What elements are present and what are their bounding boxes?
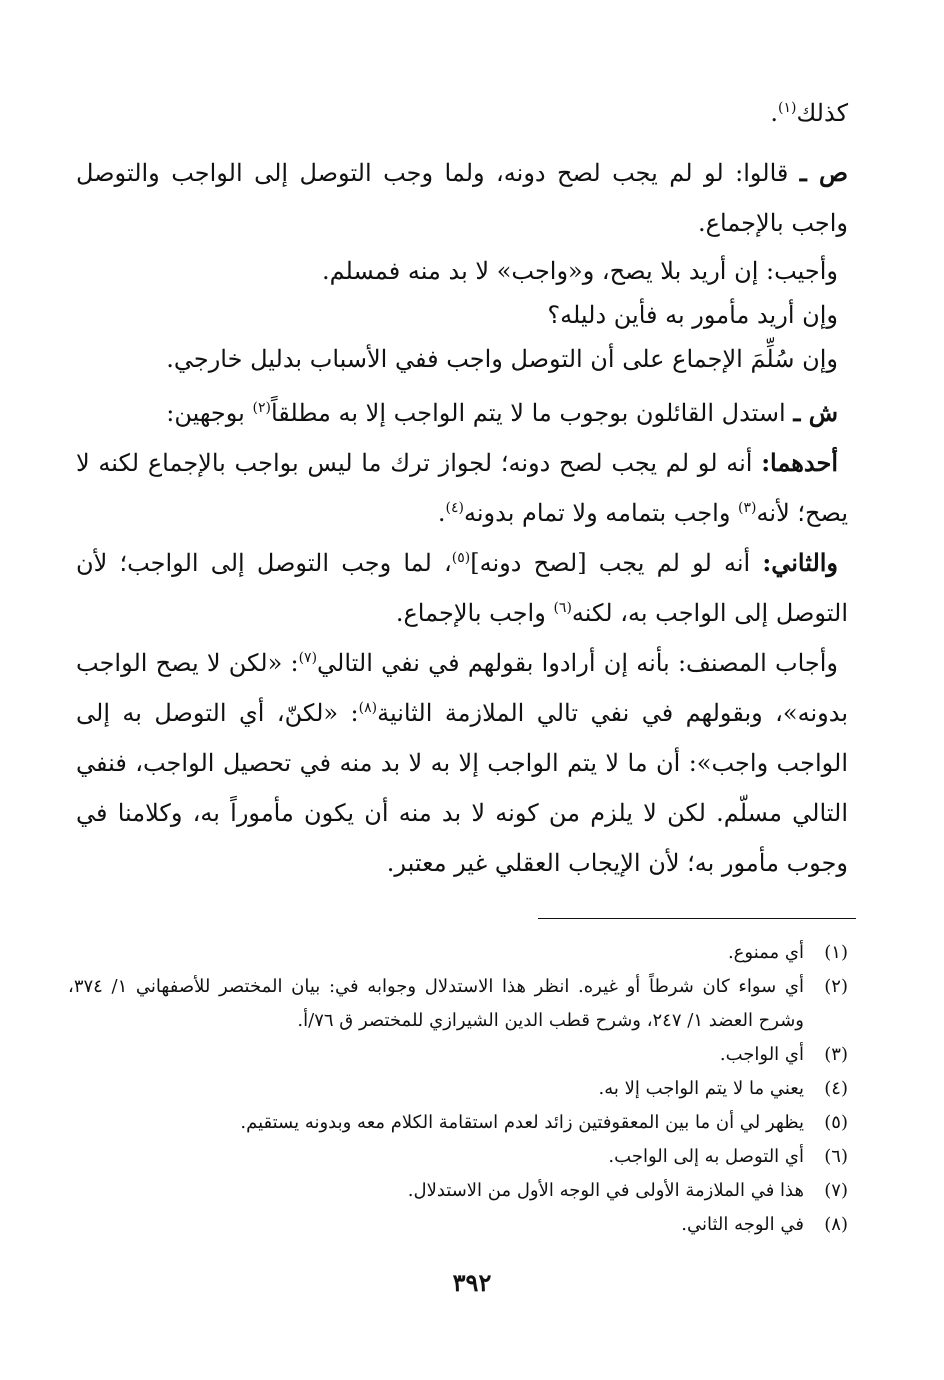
footnote-ref-7: (٧) [298, 650, 318, 666]
footnote-item [68, 1072, 848, 1106]
footnote-ref-4: (٤) [445, 500, 464, 516]
paragraph-author-reply [76, 638, 848, 888]
footnote-number: (٧) [824, 1180, 848, 1201]
shin-label: ش ـ [793, 398, 838, 427]
sad-label: ص ـ [799, 158, 848, 187]
sad-text: قالوا: لو لم يجب لصح دونه، ولما وجب التوصل إلى الواجب والتوصل واجب بالإجماع. [76, 159, 848, 237]
page-number: ٣٩٢ [452, 1268, 492, 1297]
footnote-item [68, 1174, 848, 1208]
paragraph-first [76, 438, 848, 538]
footnote-text: أي الواجب. [719, 1044, 804, 1065]
footnote-ref-8: (٨) [358, 700, 378, 716]
shin-text-a: استدل القائلون بوجوب ما لا يتم الواجب إلا به مطلقاً [270, 399, 794, 427]
footnotes-list [68, 936, 848, 1242]
footnote-item [68, 970, 848, 1038]
author-text-a: وأجاب المصنف: بأنه إن أرادوا بقولهم في نفي التالي [317, 649, 838, 677]
first-text-b: واجب بتمامه ولا تمام بدونه [463, 499, 739, 527]
footnote-item [68, 1140, 848, 1174]
reply-line-2: وإن أريد مأمور به فأين دليله؟ [547, 301, 838, 329]
footnote-number: (٨) [824, 1214, 848, 1235]
paragraph-sad [76, 148, 848, 248]
shin-text-b: بوجهين: [166, 399, 253, 427]
opening-line [76, 88, 848, 138]
footnote-text: هذا في الملازمة الأولى في الوجه الأول من الاستدلال. [407, 1180, 804, 1201]
reply-line-3: وإن سُلِّمَ الإجماع على أن التوصل واجب ففي الأسباب بدليل خارجي. [166, 345, 838, 373]
footnote-text: أي سواء كان شرطاً أو غيره. انظر هذا الاستدلال وجوابه في: بيان المختصر للأصفهاني ١/ ٣٧٤، وشرح العضد ١/ ٢٤٧، وشرح قطب الدين الشيرازي للمختصر ق ٧٦/أ. [68, 976, 805, 1031]
footnote-separator [538, 918, 856, 919]
footnote-text: أي ممنوع. [727, 942, 804, 963]
footnote-number: (٦) [824, 1146, 848, 1167]
footnote-item [68, 1106, 848, 1140]
first-text-c: . [437, 499, 446, 527]
first-label: أحدهما: [761, 448, 838, 477]
footnote-text: أي التوصل به إلى الواجب. [608, 1146, 804, 1167]
footnote-item [68, 1208, 848, 1242]
author-text-b: : «لكن لا يصح الواجب بدونه»، وبقولهم في نفي تالي الملازمة الثانية [76, 649, 849, 727]
footnote-item [68, 936, 848, 970]
reply-line-1: وأجيب: إن أريد بلا يصح، و«واجب» لا بد منه فمسلم. [321, 257, 838, 285]
footnote-number: (٤) [824, 1078, 848, 1099]
first-text-a: أنه لو لم يجب لصح دونه؛ لجواز ترك ما ليس بواجب بالإجماع لكنه لا يصح؛ لأنه [76, 449, 848, 527]
footnote-ref-2: (٢) [252, 400, 271, 416]
footnote-item [68, 1038, 848, 1072]
second-text-a: أنه لو لم يجب [لصح دونه] [470, 549, 763, 577]
footnote-number: (١) [824, 942, 848, 963]
author-text-c: : «لكنّ، أي التوصل به إلى الواجب واجب»: أن ما لا يتم الواجب إلا به لا بد منه في تحصيل الواجب، فنفي التالي مسلّم. لكن لا يلزم من كونه لا بد منه أن يكون مأموراً به، وكلامنا في وجوب مأمور به؛ لأن الإيجاب العقلي غير معتبر. [76, 699, 848, 877]
second-label: والثاني: [762, 548, 839, 577]
footnote-ref-3: (٣) [738, 500, 757, 516]
footnote-ref-5: (٥) [451, 550, 471, 566]
footnote-number: (٢) [824, 976, 848, 997]
footnote-number: (٥) [824, 1112, 848, 1133]
paragraph-second [76, 538, 848, 638]
footnote-text: يعني ما لا يتم الواجب إلا به. [598, 1078, 804, 1099]
footnote-ref-6: (٦) [553, 600, 572, 616]
footnote-text: يظهر لي أن ما بين المعقوفتين زائد لعدم استقامة الكلام معه وبدونه يستقيم. [240, 1112, 804, 1133]
footnote-text: في الوجه الثاني. [681, 1214, 804, 1235]
second-text-c: واجب بالإجماع. [395, 599, 554, 627]
paragraph-shin [76, 388, 848, 438]
opening-tail: . [770, 99, 778, 127]
footnote-ref-1: (١) [777, 100, 797, 116]
second-text-b: ، لما وجب التوصل إلى الواجب؛ لأن التوصل إلى الواجب به، لكنه [76, 549, 848, 627]
opening-text: كذلك [796, 99, 848, 127]
footnote-number: (٣) [824, 1044, 848, 1065]
